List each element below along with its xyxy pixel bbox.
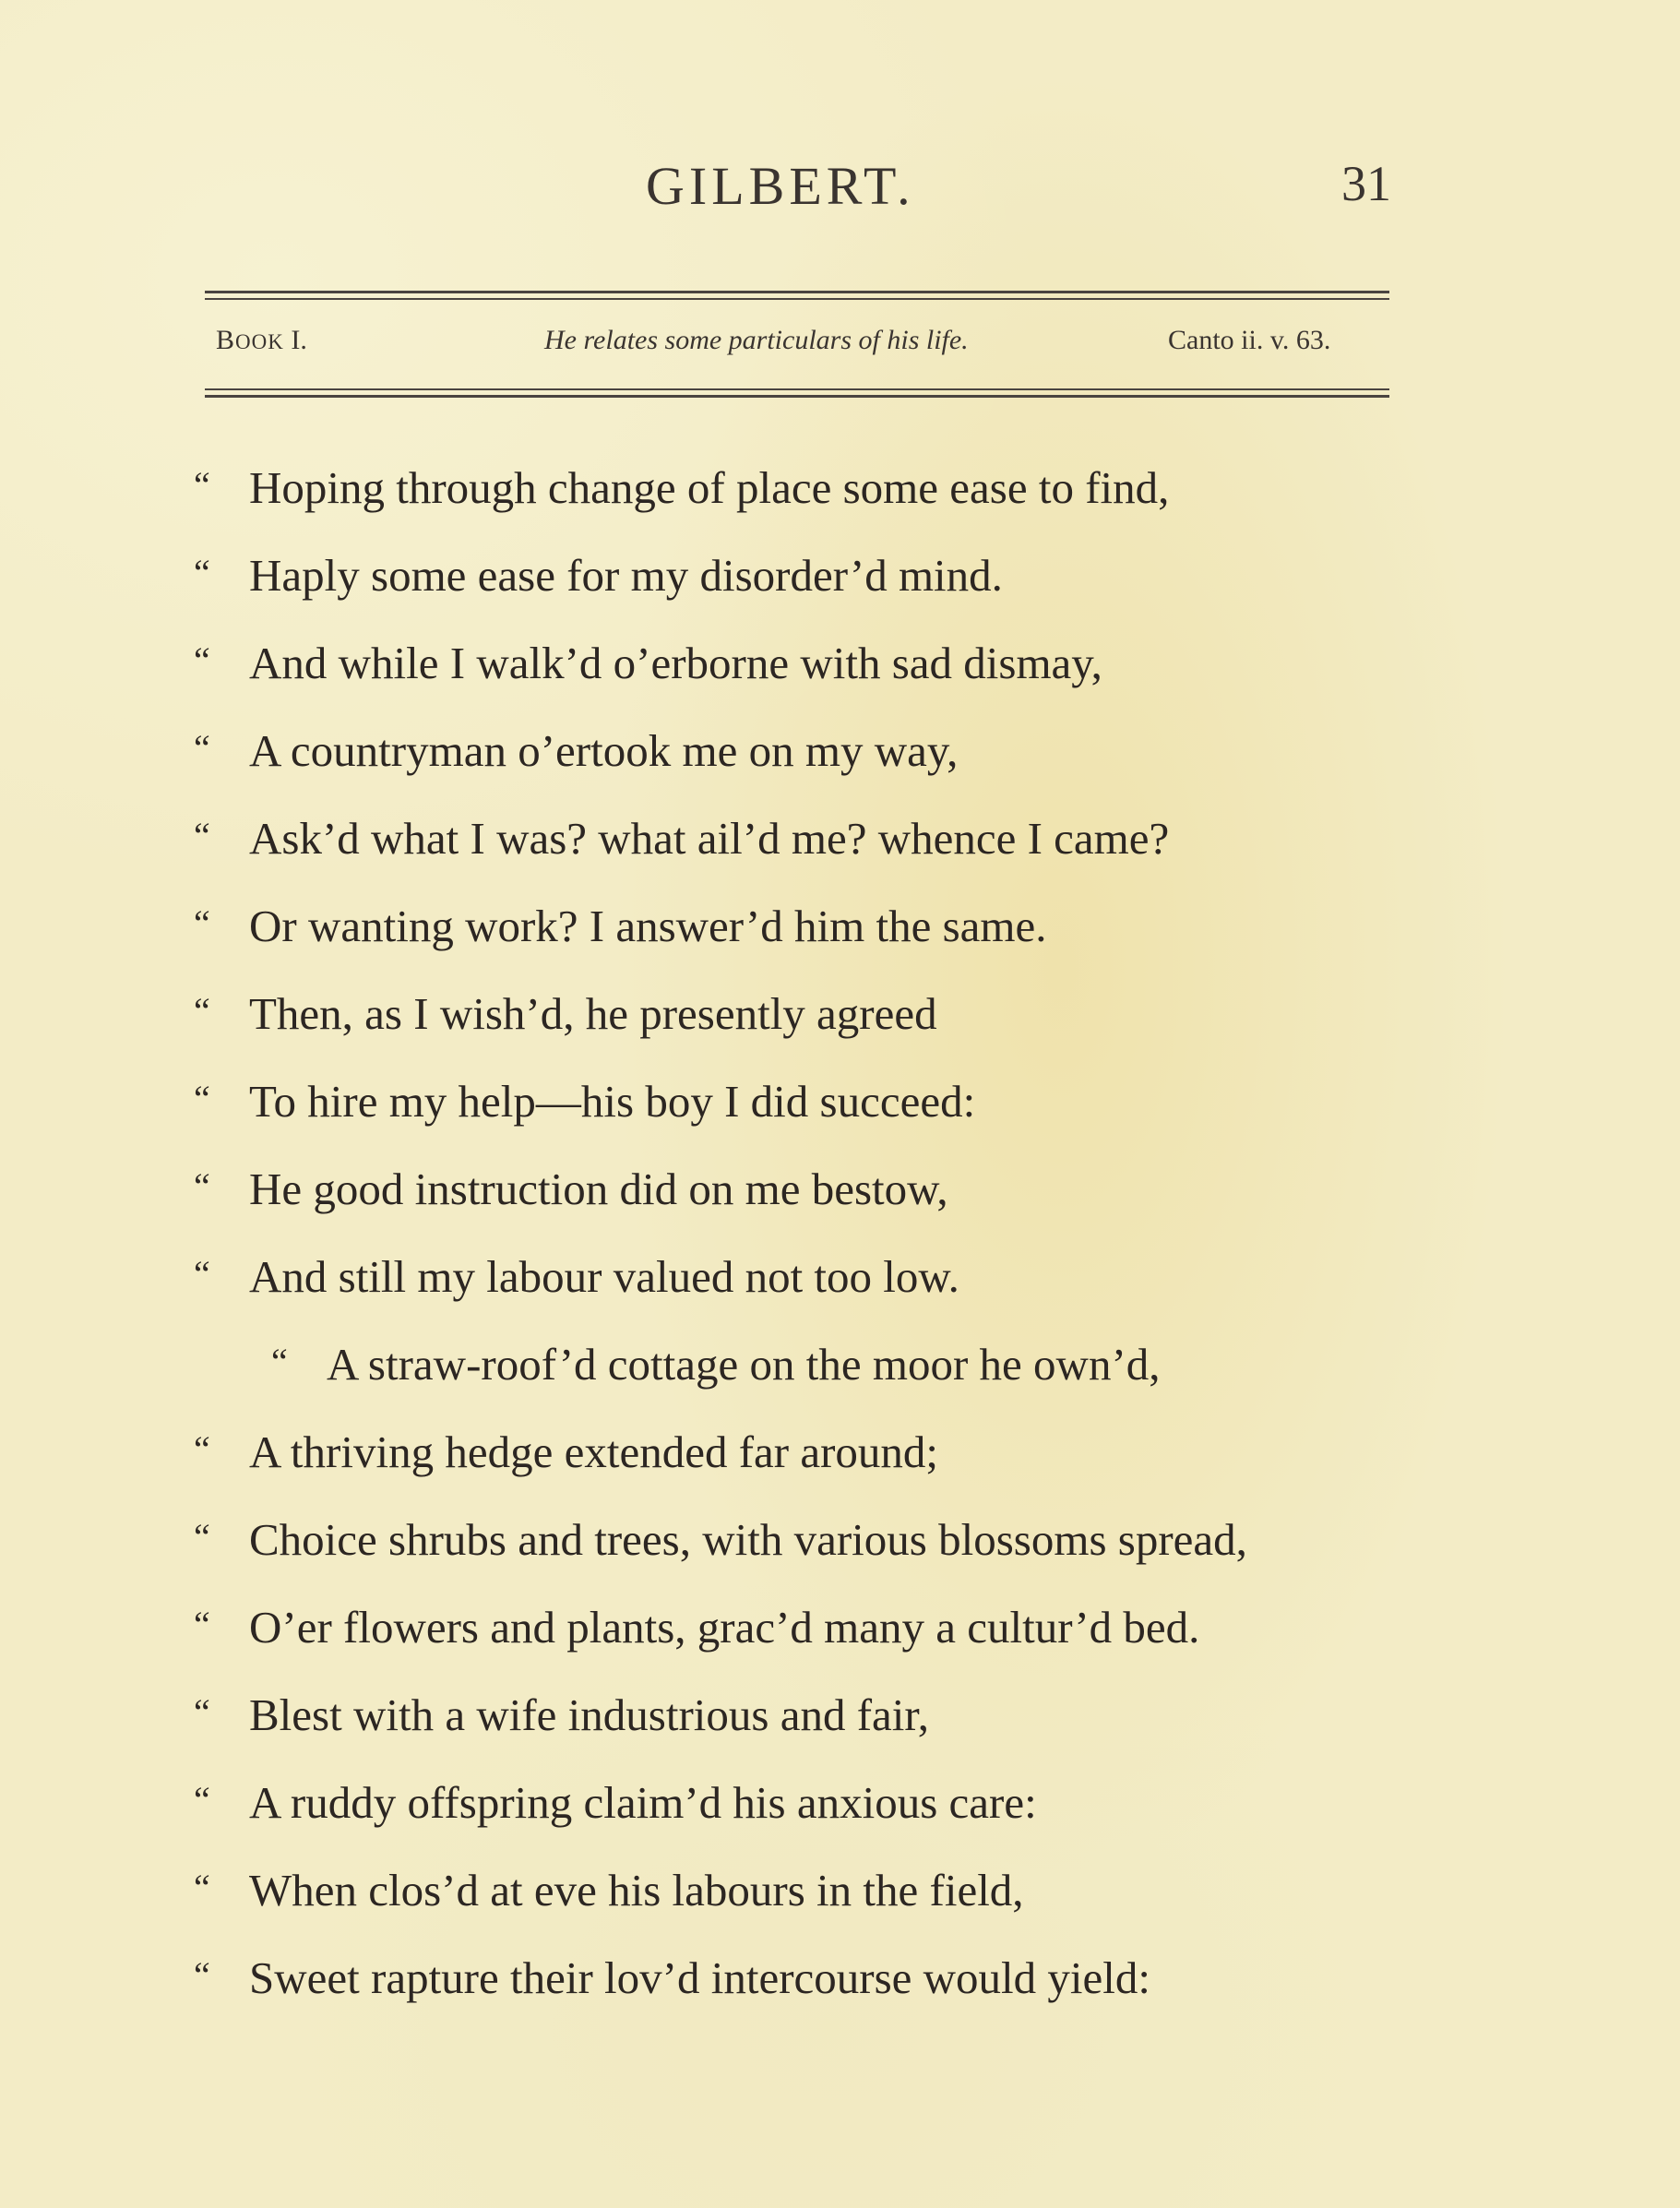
verse-text: A straw-roof’d cottage on the moor he own’d, <box>327 1339 1161 1390</box>
verse-text: A countryman o’ertook me on my way, <box>249 725 959 776</box>
canto-reference: Canto ii. v. 63. <box>1168 325 1331 355</box>
verse-text: Or wanting work? I answer’d him the same. <box>249 901 1047 951</box>
verse-line <box>194 900 1485 987</box>
verse-text: He good instruction did on me bestow, <box>249 1164 948 1214</box>
verse-line <box>194 1250 1485 1338</box>
verse-line <box>194 987 1485 1075</box>
verse-block <box>194 461 1485 2039</box>
verse-text: To hire my help—his boy I did succeed: <box>249 1076 976 1127</box>
verse-quote-mark: “ <box>194 552 210 593</box>
verse-quote-mark: “ <box>194 1604 210 1645</box>
verse-line <box>194 724 1485 812</box>
header-rule-bottom-thick <box>205 395 1389 398</box>
verse-quote-mark: “ <box>194 464 210 506</box>
verse-line-indented <box>194 1338 1485 1426</box>
verse-quote-mark: “ <box>194 815 210 856</box>
verse-line <box>194 1601 1485 1689</box>
page-number: 31 <box>1341 156 1391 211</box>
verse-line <box>194 1163 1485 1250</box>
verse-line <box>194 461 1485 549</box>
book-label <box>216 325 284 355</box>
verse-text: Blest with a wife industrious and fair, <box>249 1689 929 1740</box>
verse-line <box>194 1776 1485 1864</box>
verse-quote-mark: “ <box>194 1954 210 1996</box>
header-rule-top-thick <box>205 291 1389 293</box>
header-rule-bottom-thin <box>205 388 1389 390</box>
verse-text: And still my labour valued not too low. <box>249 1251 959 1302</box>
verse-text: Hoping through change of place some ease to find, <box>249 462 1170 513</box>
header-rule-top-thin <box>205 298 1389 300</box>
verse-text: Then, as I wish’d, he presently agreed <box>249 988 937 1039</box>
verse-text: Haply some ease for my disorder’d mind. <box>249 550 1003 601</box>
verse-text: Ask’d what I was? what ail’d me? whence I came? <box>249 813 1170 864</box>
verse-quote-mark: “ <box>194 1779 210 1820</box>
subheader <box>205 325 1389 369</box>
verse-quote-mark: “ <box>194 1165 210 1207</box>
verse-quote-mark: “ <box>194 639 210 681</box>
verse-quote-mark: “ <box>194 1253 210 1295</box>
verse-quote-mark: “ <box>194 727 210 769</box>
verse-quote-mark: “ <box>271 1341 288 1382</box>
verse-line <box>194 637 1485 724</box>
verse-quote-mark: “ <box>194 1428 210 1470</box>
verse-quote-mark: “ <box>194 990 210 1032</box>
verse-quote-mark: “ <box>194 1516 210 1558</box>
running-title: GILBERT. <box>646 156 915 216</box>
verse-line <box>194 1864 1485 1951</box>
page-summary: He relates some particulars of his life. <box>544 325 969 355</box>
verse-line <box>194 1075 1485 1163</box>
verse-text: Sweet rapture their lov’d intercourse would yield: <box>249 1952 1150 2003</box>
verse-line <box>194 1513 1485 1601</box>
verse-text: A thriving hedge extended far around; <box>249 1426 939 1477</box>
verse-quote-mark: “ <box>194 1867 210 1908</box>
verse-line <box>194 812 1485 900</box>
verse-text: And while I walk’d o’erborne with sad dismay, <box>249 638 1102 688</box>
verse-quote-mark: “ <box>194 1078 210 1119</box>
book-number: I. <box>291 325 307 355</box>
verse-text: When clos’d at eve his labours in the field, <box>249 1865 1024 1916</box>
verse-text: A ruddy offspring claim’d his anxious care: <box>249 1777 1037 1828</box>
verse-text: O’er flowers and plants, grac’d many a cultur’d bed. <box>249 1602 1200 1653</box>
verse-quote-mark: “ <box>194 1691 210 1733</box>
book-reference <box>216 325 307 356</box>
verse-text: Choice shrubs and trees, with various blossoms spread, <box>249 1514 1247 1565</box>
book-label-text: BOOK <box>216 325 284 355</box>
verse-quote-mark: “ <box>194 902 210 944</box>
verse-line <box>194 1951 1485 2039</box>
verse-line <box>194 1689 1485 1776</box>
verse-line <box>194 549 1485 637</box>
verse-line <box>194 1426 1485 1513</box>
